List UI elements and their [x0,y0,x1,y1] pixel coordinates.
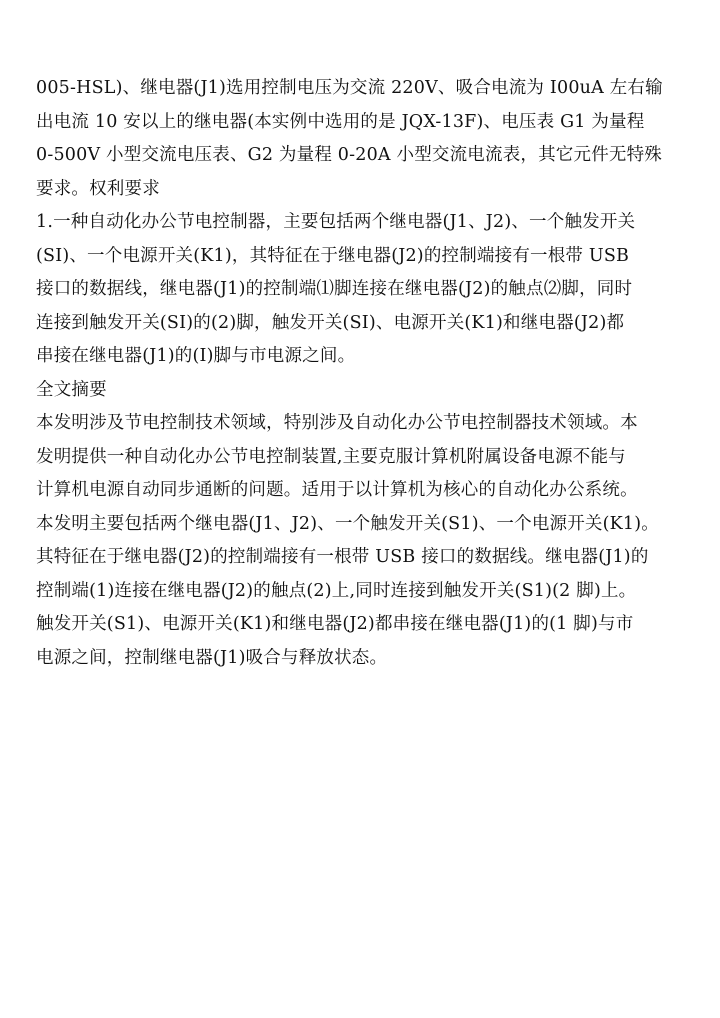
abstract-line: 控制端(1)连接在继电器(J2)的触点(2)上,同时连接到触发开关(S1)(2 脚)上。 [36,580,637,601]
abstract-line: 本发明主要包括两个继电器(J1、J2)、一个触发开关(S1)、一个电源开关(K1)。 [36,513,659,534]
claim-line: 串接在继电器(J1)的(I)脚与市电源之间。 [36,346,356,366]
abstract-line: 本发明涉及节电控制技术领域，特别涉及自动化办公节电控制器技术领域。本 [36,413,638,433]
claim-line: 接口的数据线，继电器(J1)的控制端⑴脚连接在继电器(J2)的触点⑵脚，同时 [36,279,633,299]
abstract-line: 发明提供一种自动化办公节电控制装置,主要克服计算机附属设备电源不能与 [36,446,626,467]
text-line: 出电流 10 安以上的继电器(本实例中选用的是 JQX-13F)、电压表 G1 为量程 [36,111,645,132]
abstract-line: 触发开关(S1)、电源开关(K1)和继电器(J2)都串接在继电器(J1)的(1 脚)与市 [36,614,634,634]
claim-line: 1.一种自动化办公节电控制器，主要包括两个继电器(J1、J2)、一个触发开关 [36,212,636,232]
text-line: 005-HSL)、继电器(J1)选用控制电压为交流 220V、吸合电流为 I00uA 左右输 [36,78,663,98]
text-line: 0-500V 小型交流电压表、G2 为量程 0-20A 小型交流电流表，其它元件无特殊 [36,145,663,165]
claim-line: (SI)、一个电源开关(K1)，其特征在于继电器(J2)的控制端接有一根带 USB [36,245,630,266]
document-body [36,72,696,675]
section-heading: 全文摘要 [36,379,107,400]
abstract-line: 计算机电源自动同步通断的问题。适用于以计算机为核心的自动化办公系统。 [36,480,638,500]
abstract-line: 电源之间，控制继电器(J1)吸合与释放状态。 [36,647,388,668]
claim-line: 连接到触发开关(SI)的(2)脚，触发开关(SI)、电源开关(K1)和继电器(J2)都 [36,312,625,333]
abstract-line: 其特征在于继电器(J2)的控制端接有一根带 USB 接口的数据线。继电器(J1)的 [36,547,649,567]
text-line: 要求。权利要求 [36,178,160,199]
